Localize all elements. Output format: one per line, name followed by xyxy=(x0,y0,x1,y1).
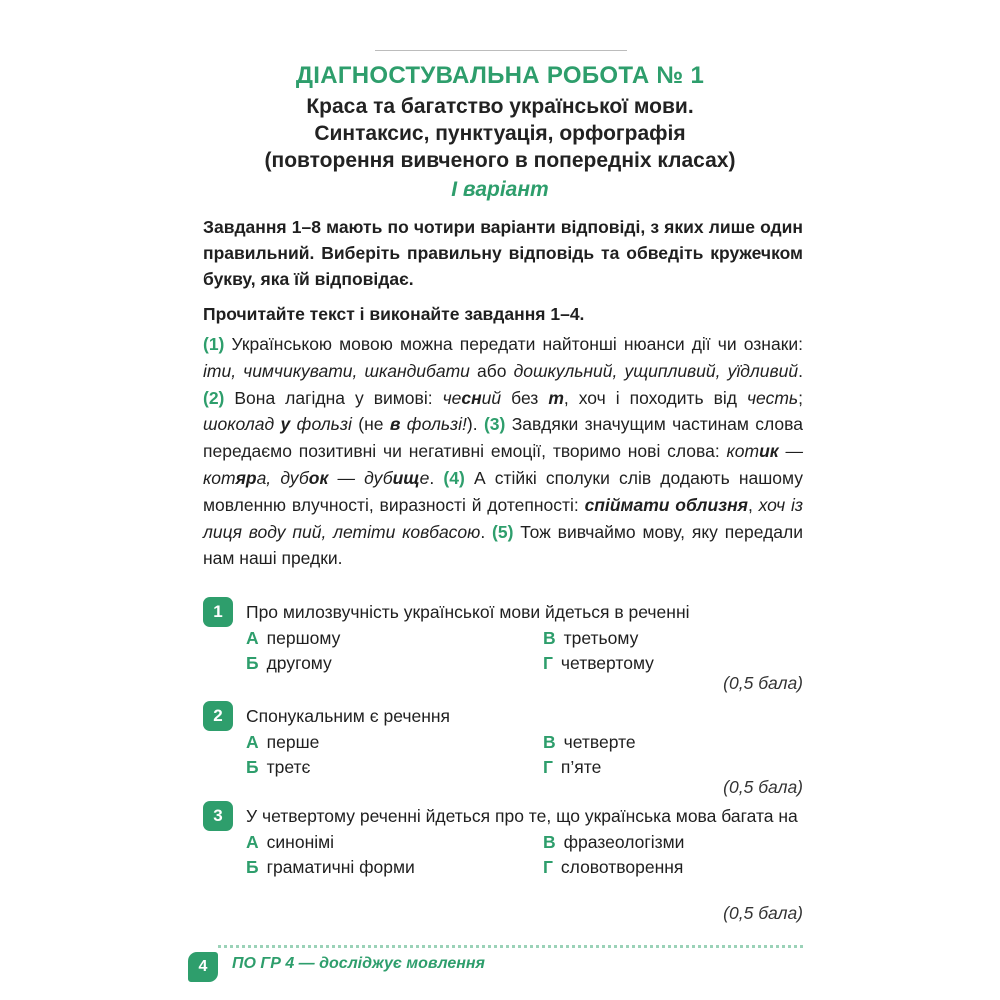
question-1 xyxy=(203,597,803,702)
instructions xyxy=(203,214,803,327)
sentence-number: (1) xyxy=(203,334,225,354)
subtitle-line-1: Краса та багатство української мови. xyxy=(306,95,694,118)
sentence-number: (2) xyxy=(203,387,225,408)
option-v[interactable]: В фразеологізми xyxy=(543,832,685,852)
option-v[interactable]: В третьому xyxy=(543,628,639,648)
score-label: (0,5 бала) xyxy=(723,777,803,797)
page-number: 4 xyxy=(188,952,218,982)
question-3 xyxy=(203,801,803,931)
footer-divider xyxy=(218,945,803,948)
question-number-badge: 3 xyxy=(203,801,233,831)
question-2 xyxy=(203,701,803,806)
question-text: У четвертому реченні йдеться про те, що українська мова багата на xyxy=(246,806,798,826)
subtitle-line-3: (повторення вивченого в попередніх класах) xyxy=(264,149,736,172)
variant-label: І варіант xyxy=(451,178,549,201)
reading-task: Прочитайте текст і виконайте завдання 1–4. xyxy=(203,304,585,324)
question-number-badge: 2 xyxy=(203,701,233,731)
option-a[interactable]: А першому xyxy=(246,628,341,648)
option-g[interactable]: Г четвертому xyxy=(543,653,654,673)
sentence-number: (3) xyxy=(483,414,506,435)
option-g[interactable]: Г словотворення xyxy=(543,857,684,877)
subtitle-line-2: Синтаксис, пунктуація, орфографія xyxy=(314,122,686,145)
option-b[interactable]: Б третє xyxy=(246,757,311,777)
instructions-text: Завдання 1–8 мають по чотири варіанти відповіді, з яких лише один правильний. Виберіть правильну відповідь та обведіть кружечком букву, яка їй відповідає. xyxy=(203,217,803,289)
question-text: Спонукальним є речення xyxy=(246,706,451,726)
option-v[interactable]: В четверте xyxy=(543,732,636,752)
option-b[interactable]: Б граматичні форми xyxy=(246,857,415,877)
option-a[interactable]: А синонімі xyxy=(246,832,335,852)
reading-passage xyxy=(203,331,803,572)
sentence-number: (5) xyxy=(492,521,514,542)
option-b[interactable]: Б другому xyxy=(246,653,332,673)
footer-label: ПО ГР 4 — досліджує мовлення xyxy=(232,955,485,972)
option-a[interactable]: А перше xyxy=(246,732,320,752)
page-title: ДІАГНОСТУВАЛЬНА РОБОТА № 1 xyxy=(295,62,705,89)
option-g[interactable]: Г п’яте xyxy=(543,757,602,777)
question-text: Про милозвучність української мови йдеться в реченні xyxy=(246,602,690,622)
top-rule xyxy=(375,50,627,51)
score-label: (0,5 бала) xyxy=(723,673,803,693)
score-label: (0,5 бала) xyxy=(723,903,803,923)
question-number-badge: 1 xyxy=(203,597,233,627)
sentence-number: (4) xyxy=(443,467,465,488)
passage-text: (1) Українською мовою можна передати найтонші нюанси дії чи ознаки: іти, чимчикувати, шкандибати або дошкульний, ущипливий, уїдливий. (2) Вона лагідна у вимові: чесний без т, хоч і походить від честь; шоколад у фользі (не в фользі!). (3) Завдяки значущим частинам слова передаємо позитивні чи негативні емоції, творимо нові слова: котик — котяра, дубок — дубище. (4) А стійкі сполуки слів додають нашому мовленню влучності, виразності й дотепності: спіймати облизня, хоч із лиця воду пий, летіти ковбасою. (5) Тож вивчаймо мову, яку передали нам наші предки. xyxy=(203,334,804,569)
